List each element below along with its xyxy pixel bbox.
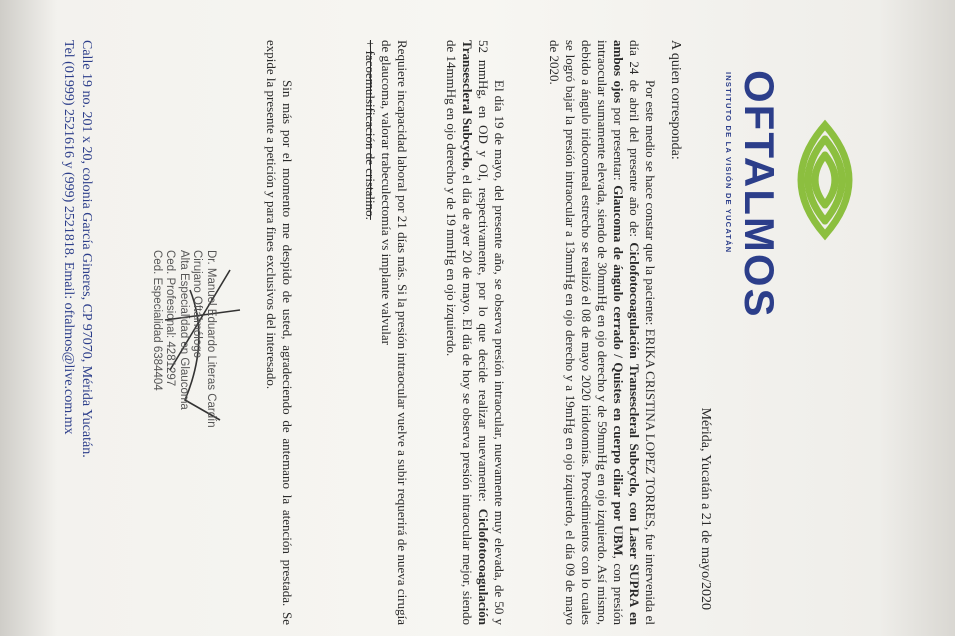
eye-logo-icon <box>785 115 865 245</box>
footer-contact: Tel (01999) 2521616 y (999) 2521818. Email: oftalmos@live.com.mx <box>61 40 76 435</box>
brand-subtitle: INSTITUTO DE LA VISIÓN DE YUCATÁN <box>724 72 733 254</box>
doctor-specialty: Alta Especialidad en Glaucoma <box>178 250 190 410</box>
letter-date: Mérida, Yucatán a 21 de mayo/2020 <box>698 407 713 610</box>
paragraph-2-text-a: El día 19 de mayo, del presente año, se observa presión intraocular, nuevamente muy elevada, de 50 y 52 mmHg, en OD y OI, respectivamente, por lo que decide realizar nuevamente: <box>476 40 507 625</box>
doctor-specialty-license: Ced. Especialidad 6384404 <box>151 250 163 391</box>
procedure-name: Ciclofotocoagulación Transescleral Subcyclo, con Laser SUPRA en ambos ojos <box>611 40 642 625</box>
doctor-title: Cirujano Oftalmólogo <box>191 250 204 359</box>
paragraph-1-text-c: por presentar: <box>611 103 626 186</box>
doctor-credentials <box>150 250 218 550</box>
paragraph-3 <box>362 40 410 625</box>
doctor-license: Ced. Profesional: 4281297 <box>164 250 177 387</box>
footer-address: Calle 19 no. 201 x 20, colonia García Gineres, CP 97070, Mérida Yucatán. <box>79 40 94 458</box>
struck-text: + facoemulsificación de cristalino. <box>363 40 378 220</box>
paragraph-2-text-c: , el día de ayer 20 de mayo. El día de hoy se observa presión intraocular mejor, siendo de 14mmHg en ojo derecho y de 19 mmHg en ojo izquierdo. <box>444 40 475 625</box>
procedure-name-2: Ciclofotocoagulación Transescleral Subcyclo <box>460 40 491 625</box>
letter-footer <box>59 40 95 630</box>
paragraph-1 <box>546 40 658 625</box>
paragraph-2 <box>443 40 507 625</box>
closing-paragraph: Sin más por el momento me despido de usted, agradeciendo de antemano la atención prestada. Se expide la presente a petición y para fines exclusivos del interesado. <box>264 40 295 625</box>
diagnosis: Glaucoma de ángulo cerrado / Quistes en cuerpo ciliar por UBM <box>611 185 626 556</box>
doctor-name: Dr. Manuel Eduardo Literas Cardín <box>205 250 217 428</box>
paragraph-1-text-a: Por este medio se hace constar que la paciente: ERIKA CRISTINA LOPEZ TORRES, fue intervenida el día 24 de abril del presente año de: <box>627 40 658 625</box>
brand-name: OFTALMOS <box>736 70 783 319</box>
paragraph-3-text-a: Requiere incapacidad laboral por 21 días más. Si la presión intraocular vuelve a subir requerirá de nueva cirugía de glaucoma, valorar trabeculectomía vs implante valvular <box>379 40 410 625</box>
paragraph-1-text-e: , con presión intraocular sumamente elevada, siendo de 30mmHg en ojo derecho y de 59mmHg en ojo izquierdo. Así mismo, debido a ángulo iridocorneal estrecho se realizó el 08 de mayo 2020 iridotomías. Procedimientos con lo cuales se logró bajar la presión intraocular a 13mmHg en ojo derecho y a 19mHg en ojo izquierdo, el día 09 de mayo de 2020. <box>547 40 626 625</box>
greeting: A quien corresponda: <box>668 40 683 160</box>
